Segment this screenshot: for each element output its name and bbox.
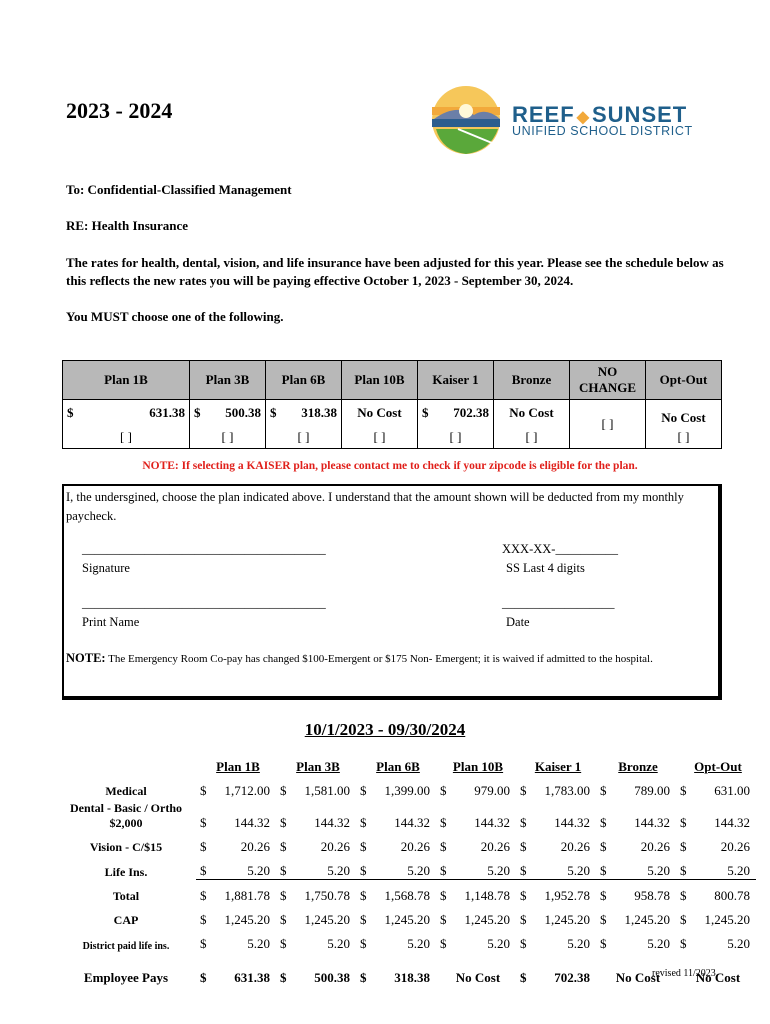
plan-header: Kaiser 1 [418, 361, 494, 400]
dollar-sign: $ [680, 863, 687, 878]
plan-checkbox[interactable]: [ ] [342, 426, 418, 449]
rate-value: 5.20 [407, 863, 430, 878]
rate-row [62, 775, 756, 799]
plan-header: Plan 1B [63, 361, 190, 400]
re-line: RE: Health Insurance [66, 218, 189, 233]
rate-value: 5.20 [247, 863, 270, 878]
rate-value: 5.20 [647, 936, 670, 951]
rate-value: 20.26 [320, 839, 350, 854]
dollar-sign: $ [600, 863, 607, 878]
dollar-sign: $ [440, 815, 447, 830]
dollar-sign: $ [600, 936, 607, 951]
dollar-sign: $ [280, 888, 287, 903]
rate-col-header: Plan 3B [296, 759, 340, 774]
employee-pays-value: 500.38 [314, 970, 350, 985]
rate-row-label: CAP [113, 913, 139, 927]
rate-value: 144.32 [314, 815, 350, 830]
rate-col-header: Plan 6B [376, 759, 420, 774]
rate-row [62, 831, 756, 855]
rate-col-header: Plan 1B [216, 759, 260, 774]
dollar-sign: $ [440, 783, 447, 798]
employee-pays-value: No Cost [615, 970, 661, 985]
rate-row-label: Dental - Basic / Ortho $2,000 [70, 801, 182, 830]
dollar-sign: $ [200, 936, 207, 951]
rate-row [62, 928, 756, 952]
rate-row [62, 904, 756, 928]
dollar-sign: $ [440, 863, 447, 878]
dollar-sign: $ [200, 839, 207, 854]
dollar-sign: $ [194, 405, 201, 420]
employee-pays-label: Employee Pays [83, 970, 169, 985]
rate-row-label: District paid life ins. [82, 941, 170, 952]
rate-value: 144.32 [634, 815, 670, 830]
plan-header: Plan 6B [266, 361, 342, 400]
rate-value: 20.26 [480, 839, 510, 854]
rate-value: 958.78 [634, 888, 670, 903]
rate-value: 1,148.78 [464, 888, 510, 903]
rate-col-header: Bronze [618, 759, 658, 774]
rate-value: 1,245.20 [544, 912, 590, 927]
dollar-sign: $ [280, 912, 287, 927]
employee-pays-value: 318.38 [394, 970, 430, 985]
rate-value: 979.00 [474, 783, 510, 798]
dollar-sign: $ [280, 815, 287, 830]
year-title: 2023 - 2024 [66, 98, 173, 123]
dollar-sign: $ [520, 912, 527, 927]
rate-value: 1,712.00 [224, 783, 270, 798]
rate-value: 5.20 [487, 936, 510, 951]
dollar-sign: $ [600, 815, 607, 830]
no-change-checkbox[interactable]: [ ] [570, 400, 646, 449]
employee-pays-value: No Cost [455, 970, 501, 985]
rate-row-label: Life Ins. [104, 864, 148, 879]
print-name-line[interactable]: _______________________________________ [82, 596, 326, 610]
dollar-sign: $ [360, 970, 367, 985]
plan-checkbox[interactable]: [ ] [63, 426, 190, 449]
rate-row-label: Medical [105, 784, 147, 798]
rate-value: 20.26 [240, 839, 270, 854]
rate-value: 1,245.20 [384, 912, 430, 927]
dollar-sign: $ [360, 783, 367, 798]
brand-sunset: SUNSET [592, 102, 688, 127]
dollar-sign: $ [360, 839, 367, 854]
employee-pays-value: 631.38 [234, 970, 270, 985]
plan-header: Plan 3B [190, 361, 266, 400]
plan-header: Plan 10B [342, 361, 418, 400]
dollar-sign: $ [280, 783, 287, 798]
dollar-sign: $ [520, 863, 527, 878]
rate-value: 144.32 [234, 815, 270, 830]
rate-value: 5.20 [727, 936, 750, 951]
plan-amount: 500.38 [225, 405, 261, 420]
plan-checkbox[interactable]: [ ] [266, 426, 342, 449]
dollar-sign: $ [520, 970, 527, 985]
rate-value: 1,245.20 [624, 912, 670, 927]
rate-value: 789.00 [634, 783, 670, 798]
rate-value: 1,245.20 [464, 912, 510, 927]
plan-checkbox[interactable]: [ ] [190, 426, 266, 449]
plan-amount: 318.38 [301, 405, 337, 420]
rate-value: 5.20 [327, 863, 350, 878]
rate-value: 1,952.78 [544, 888, 590, 903]
rate-col-header: Plan 10B [452, 759, 504, 774]
rate-value: 20.26 [560, 839, 590, 854]
rate-period: 10/1/2023 - 09/30/2024 [304, 720, 466, 739]
rate-value: 144.32 [394, 815, 430, 830]
dollar-sign: $ [360, 863, 367, 878]
er-note-text: The Emergency Room Co-pay has changed $100-Emergent or $175 Non- Emergent; it is waived if admitted to the hospital. [108, 653, 653, 665]
print-name-label: Print Name [82, 615, 140, 629]
signature-line[interactable]: _______________________________________ [82, 542, 326, 556]
rate-row [62, 799, 756, 831]
dollar-sign: $ [200, 912, 207, 927]
dollar-sign: $ [440, 888, 447, 903]
rate-value: 1,245.20 [224, 912, 270, 927]
dollar-sign: $ [280, 970, 287, 985]
rate-row [62, 855, 756, 880]
plan-amount: No Cost [342, 400, 418, 427]
rate-value: 20.26 [640, 839, 670, 854]
rate-value: 1,783.00 [544, 783, 590, 798]
dollar-sign: $ [280, 839, 287, 854]
plan-checkbox[interactable]: [ ] [646, 426, 722, 449]
brand-reef: REEF [512, 102, 575, 127]
rate-value: 5.20 [647, 863, 670, 878]
rate-value: 5.20 [407, 936, 430, 951]
plan-checkbox[interactable]: [ ] [494, 426, 570, 449]
ack-statement: I, the undersgined, choose the plan indicated above. I understand that the amount shown will be deducted from my monthly paycheck. [66, 490, 684, 523]
dollar-sign: $ [680, 912, 687, 927]
dollar-sign: $ [680, 783, 687, 798]
dollar-sign: $ [200, 970, 207, 985]
brand-subtitle: UNIFIED SCHOOL DISTRICT [512, 124, 693, 138]
rate-value: 144.32 [554, 815, 590, 830]
rate-value: 1,568.78 [384, 888, 430, 903]
rate-value: 5.20 [487, 863, 510, 878]
plan-amount: 702.38 [453, 405, 489, 420]
rate-row [62, 880, 756, 905]
er-note [66, 650, 712, 668]
rate-value: 5.20 [247, 936, 270, 951]
plan-checkbox[interactable]: [ ] [418, 426, 494, 449]
dollar-sign: $ [520, 888, 527, 903]
dollar-sign: $ [600, 912, 607, 927]
dollar-sign: $ [422, 405, 429, 420]
er-note-label: NOTE: [66, 651, 106, 665]
plan-header: NO CHANGE [570, 361, 646, 400]
plan-choice-table [62, 360, 722, 449]
rate-value: 5.20 [727, 863, 750, 878]
date-label: Date [506, 615, 530, 629]
employee-pays-value: No Cost [695, 970, 741, 985]
dollar-sign: $ [200, 815, 207, 830]
rate-value: 5.20 [567, 863, 590, 878]
dollar-sign: $ [440, 839, 447, 854]
date-line[interactable]: __________________ [502, 596, 615, 610]
kaiser-note: NOTE: If selecting a KAISER plan, please contact me to check if your zipcode is eligible for the plan. [142, 460, 638, 472]
dollar-sign: $ [680, 888, 687, 903]
dollar-sign: $ [280, 863, 287, 878]
dollar-sign: $ [200, 863, 207, 878]
rate-value: 1,750.78 [304, 888, 350, 903]
plan-amount: No Cost [646, 400, 722, 427]
dollar-sign: $ [200, 783, 207, 798]
dollar-sign: $ [360, 936, 367, 951]
sunset-logo-icon [428, 85, 508, 155]
dollar-sign: $ [680, 936, 687, 951]
rate-row-label: Total [112, 889, 140, 903]
body-paragraph: The rates for health, dental, vision, and life insurance have been adjusted for this year. Please see the schedule below as this reflects the new rates you will be paying effective October 1, 2023 - September 30, 2024. [66, 255, 724, 288]
rate-value: 1,581.00 [304, 783, 350, 798]
rates-table [62, 753, 756, 986]
rate-value: 20.26 [400, 839, 430, 854]
dollar-sign: $ [600, 783, 607, 798]
dollar-sign: $ [680, 815, 687, 830]
rate-value: 20.26 [720, 839, 750, 854]
rate-value: 144.32 [474, 815, 510, 830]
acknowledgement-box [62, 484, 722, 700]
diamond-icon: ◆ [576, 109, 590, 126]
dollar-sign: $ [520, 936, 527, 951]
dollar-sign: $ [600, 839, 607, 854]
plan-header: Opt-Out [646, 361, 722, 400]
dollar-sign: $ [360, 912, 367, 927]
dollar-sign: $ [440, 912, 447, 927]
ss-label: SS Last 4 digits [506, 561, 585, 575]
dollar-sign: $ [360, 815, 367, 830]
rate-value: 1,399.00 [384, 783, 430, 798]
must-choose: You MUST choose one of the following. [66, 309, 284, 324]
plan-amount: No Cost [494, 400, 570, 427]
plan-header: Bronze [494, 361, 570, 400]
rate-value: 1,245.20 [704, 912, 750, 927]
employee-pays-value: 702.38 [554, 970, 590, 985]
rate-col-header: Kaiser 1 [534, 759, 582, 774]
dollar-sign: $ [520, 783, 527, 798]
ss-line[interactable]: XXX-XX-__________ [502, 542, 618, 556]
dollar-sign: $ [280, 936, 287, 951]
dollar-sign: $ [200, 888, 207, 903]
dollar-sign: $ [520, 839, 527, 854]
plan-amount: 631.38 [149, 405, 185, 420]
dollar-sign: $ [67, 405, 74, 420]
signature-label: Signature [82, 561, 130, 575]
dollar-sign: $ [600, 888, 607, 903]
rate-value: 800.78 [714, 888, 750, 903]
dollar-sign: $ [440, 936, 447, 951]
to-line: To: Confidential-Classified Management [66, 182, 292, 197]
rate-value: 631.00 [714, 783, 750, 798]
rate-value: 1,881.78 [224, 888, 270, 903]
rate-value: 144.32 [714, 815, 750, 830]
dollar-sign: $ [520, 815, 527, 830]
dollar-sign: $ [270, 405, 277, 420]
revised-date: revised 11/2023 [652, 968, 716, 979]
rate-row-label: Vision - C/$15 [89, 840, 163, 854]
rate-value: 5.20 [327, 936, 350, 951]
rate-value: 5.20 [567, 936, 590, 951]
rate-value: 1,245.20 [304, 912, 350, 927]
rate-col-header: Opt-Out [694, 759, 742, 774]
dollar-sign: $ [360, 888, 367, 903]
dollar-sign: $ [680, 839, 687, 854]
